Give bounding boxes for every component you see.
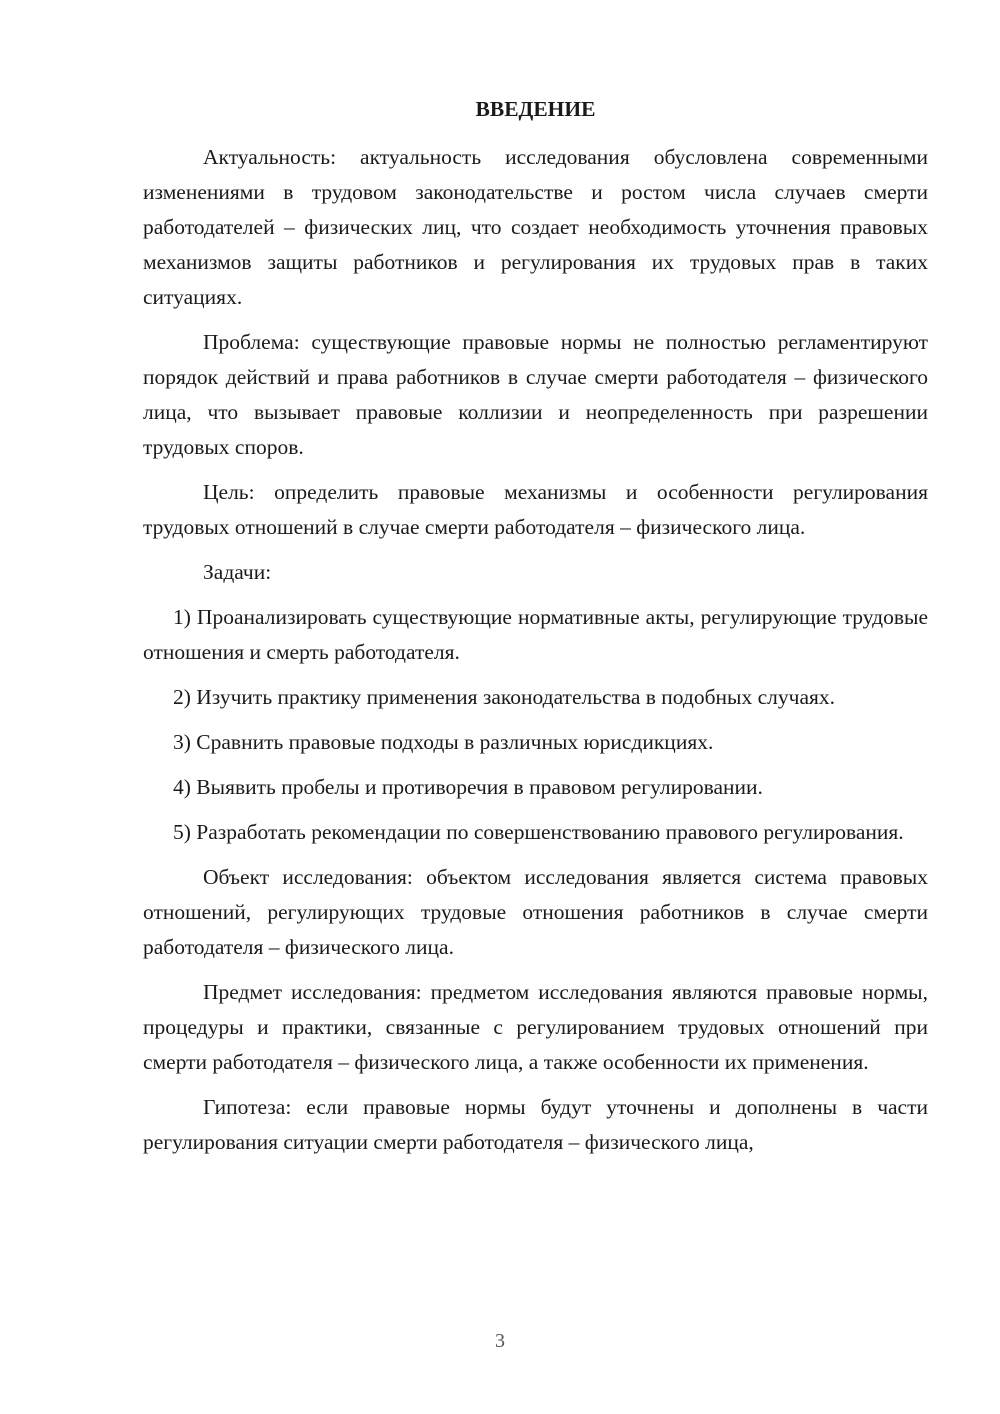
paragraph-subject: Предмет исследования: предметом исследования являются правовые нормы, процедуры и практики, связанные с регулированием трудовых отношений при смерти работодателя – физического лица, а также особенности их применения. bbox=[143, 980, 928, 1074]
paragraph-hypothesis: Гипотеза: если правовые нормы будут уточнены и дополнены в части регулирования ситуации смерти работодателя – физического лица, bbox=[143, 1095, 928, 1154]
task-item-4: 4) Выявить пробелы и противоречия в правовом регулировании. bbox=[173, 775, 763, 799]
task-item-5: 5) Разработать рекомендации по совершенствованию правового регулирования. bbox=[173, 820, 904, 844]
paragraph-relevance: Актуальность: актуальность исследования обусловлена современными изменениями в трудовом законодательстве и ростом числа случаев смерти работодателей – физических лиц, что создает необходимость уточнения правовых механизмов защиты работников и регулирования их трудовых прав в таких ситуациях. bbox=[143, 145, 928, 309]
task-item-1: 1) Проанализировать существующие нормативные акты, регулирующие трудовые отношения и смерть работодателя. bbox=[143, 605, 928, 664]
section-title: ВВЕДЕНИЕ bbox=[475, 97, 596, 121]
paragraph-problem: Проблема: существующие правовые нормы не полностью регламентируют порядок действий и права работников в случае смерти работодателя – физического лица, что вызывает правовые коллизии и неопределенность при разрешении трудовых споров. bbox=[143, 330, 928, 459]
page-number: 3 bbox=[495, 1330, 505, 1352]
task-item-2: 2) Изучить практику применения законодательства в подобных случаях. bbox=[173, 685, 836, 709]
paragraph-tasks-heading: Задачи: bbox=[203, 560, 272, 584]
paragraph-object: Объект исследования: объектом исследования является система правовых отношений, регулирующих трудовые отношения работников в случае смерти работодателя – физического лица. bbox=[143, 865, 928, 959]
page-content bbox=[143, 92, 928, 1170]
paragraph-goal: Цель: определить правовые механизмы и особенности регулирования трудовых отношений в случае смерти работодателя – физического лица. bbox=[143, 480, 928, 539]
task-item-3: 3) Сравнить правовые подходы в различных юрисдикциях. bbox=[173, 730, 714, 754]
